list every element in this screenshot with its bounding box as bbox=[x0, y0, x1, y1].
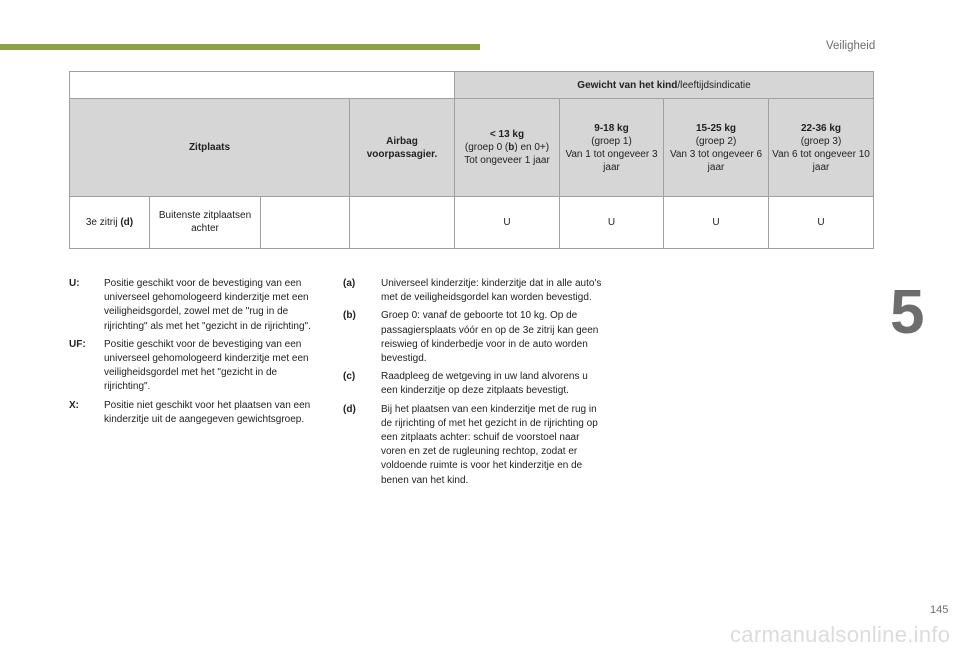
weight-group-1: 9-18 kg (groep 1) Van 1 tot ongeveer 3 jaar bbox=[560, 99, 664, 197]
footnote-d: (d) Bij het plaatsen van een kinderzitje met de rug in de rijrichting of met het gezicht in de rijrichting op een zitplaats achter: schuif de voorstoel naar voren en zet de rugleuning rechtop, zodat er voldoende ruimte is voor het kinderzitje en de benen van het kind. bbox=[343, 403, 598, 486]
chapter-number: 5 bbox=[890, 278, 925, 347]
row-value-0: U bbox=[455, 197, 560, 249]
footnote-a: (a) Universeel kinderzitje: kinderzitje dat in alle auto's met de veiligheidsgordel kan worden bevestigd. bbox=[343, 278, 602, 304]
watermark: carmanualsonline.info bbox=[730, 622, 951, 647]
section-title: Veiligheid bbox=[826, 40, 876, 52]
row-position: Buitenste zitplaatsen achter bbox=[150, 197, 261, 249]
footnote-c: (c) Raadpleeg de wetgeving in uw land alvorens u een kinderzitje op deze zitplaats bevestigt. bbox=[343, 371, 588, 397]
legend-item-uf: UF: Positie geschikt voor de bevestiging van een universeel gehomologeerd kinderzitje met een veiligheidsgordel met het "gezicht in de rijrichting". bbox=[69, 338, 309, 393]
footnote-b: (b) Groep 0: vanaf de geboorte tot 10 kg. Op de passagiersplaats vóór en op de 3e zitrij kan geen reiswieg of kinderbedje voor in de auto worden bevestigd. bbox=[343, 310, 599, 365]
airbag-column-header: Airbag voorpassagier. bbox=[350, 99, 455, 197]
weight-group-2: 15-25 kg (groep 2) Van 3 tot ongeveer 6 jaar bbox=[664, 99, 769, 197]
weight-header: Gewicht van het kind/leeftijdsindicatie bbox=[455, 72, 874, 99]
legend-right bbox=[343, 277, 603, 492]
row-airbag bbox=[350, 197, 455, 249]
legend-left bbox=[69, 277, 324, 431]
row-value-3: U bbox=[769, 197, 874, 249]
child-seat-table bbox=[69, 71, 874, 249]
row-value-2: U bbox=[664, 197, 769, 249]
table-row bbox=[70, 197, 874, 249]
row-value-1: U bbox=[560, 197, 664, 249]
weight-group-3: 22-36 kg (groep 3) Van 6 tot ongeveer 10 jaar bbox=[769, 99, 874, 197]
row-blank bbox=[261, 197, 350, 249]
legend-item-x: X: Positie niet geschikt voor het plaatsen van een kinderzitje uit de aangegeven gewichtsgroep. bbox=[69, 399, 311, 425]
weight-group-0: < 13 kg (groep 0 (b) en 0+) Tot ongeveer 1 jaar bbox=[455, 99, 560, 197]
page-number: 145 bbox=[930, 604, 949, 616]
row-seat: 3e zitrij (d) bbox=[70, 197, 150, 249]
seat-column-header: Zitplaats bbox=[70, 99, 350, 197]
legend-item-u: U: Positie geschikt voor de bevestiging van een universeel gehomologeerd kinderzitje met een veiligheidsgordel, zowel met de "rug in de rijrichting" als met het "gezicht in de rijrichting". bbox=[69, 278, 311, 332]
chapter-color-bar bbox=[0, 44, 480, 50]
